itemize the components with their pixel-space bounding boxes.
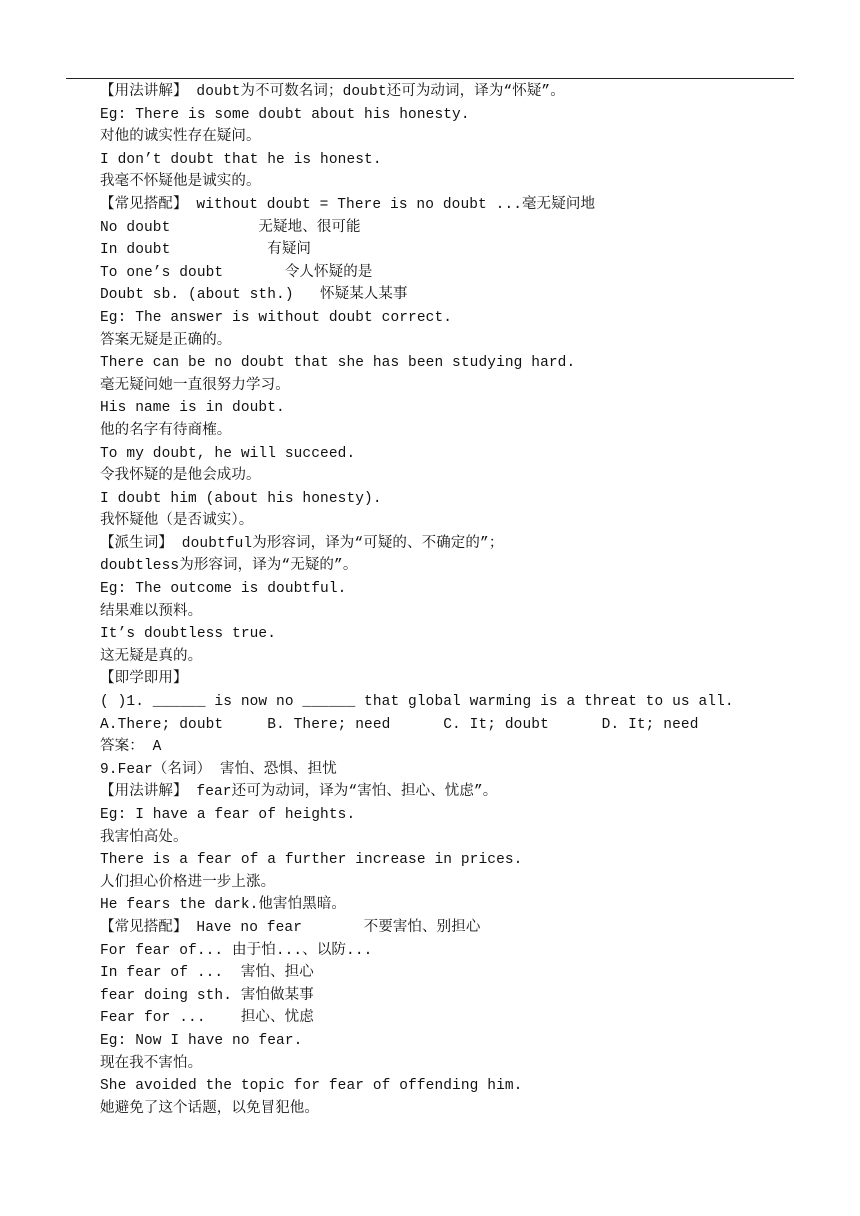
text-line: To my doubt, he will succeed. bbox=[100, 445, 356, 462]
text-line: 我怀疑他（是否诚实）。 bbox=[100, 513, 254, 530]
text-line: 对他的诚实性存在疑问。 bbox=[100, 129, 261, 146]
text-line: Fear for ... 担心、忧虑 bbox=[100, 1010, 314, 1027]
text-line: doubtless为形容词，译为“无疑的”。 bbox=[100, 558, 358, 575]
text-line: His name is in doubt. bbox=[100, 400, 285, 417]
text-line: Eg: The outcome is doubtful. bbox=[100, 581, 347, 598]
text-line: 她避免了这个话题，以免冒犯他。 bbox=[100, 1100, 319, 1117]
text-line: In doubt 有疑问 bbox=[100, 242, 312, 259]
text-line: 毫无疑问她一直很努力学习。 bbox=[100, 377, 290, 394]
text-line: For fear of... 由于怕...、以防... bbox=[100, 942, 373, 959]
text-line: It’s doubtless true. bbox=[100, 626, 277, 643]
text-line: 【派生词】 doubtful为形容词，译为“可疑的、不确定的”； bbox=[100, 535, 504, 552]
text-line: Eg: Now I have no fear. bbox=[100, 1032, 303, 1049]
text-line: 答案： A bbox=[100, 739, 162, 756]
text-line: 我害怕高处。 bbox=[100, 829, 188, 846]
text-line: To one’s doubt 令人怀疑的是 bbox=[100, 264, 373, 281]
header-rule bbox=[66, 78, 794, 79]
text-line: 9.Fear（名词） 害怕、恐惧、担忧 bbox=[100, 761, 337, 778]
text-line: 【常见搭配】 without doubt = There is no doubt ...毫无疑问地 bbox=[100, 196, 596, 213]
text-line: 【用法讲解】 doubt为不可数名词；doubt还可为动词，译为“怀疑”。 bbox=[100, 84, 565, 100]
text-line: Eg: There is some doubt about his honesty. bbox=[100, 106, 470, 123]
text-line: 【用法讲解】 fear还可为动词，译为“害怕、担心、忧虑”。 bbox=[100, 784, 498, 801]
text-line: fear doing sth. 害怕做某事 bbox=[100, 987, 314, 1004]
text-line: 人们担心价格进一步上涨。 bbox=[100, 874, 276, 891]
text-line: Doubt sb. (about sth.) 怀疑某人某事 bbox=[100, 287, 408, 304]
text-line: 令我怀疑的是他会成功。 bbox=[100, 468, 261, 485]
text-line: 他的名字有待商榷。 bbox=[100, 422, 232, 439]
document-body bbox=[100, 81, 800, 1120]
text-line: There can be no doubt that she has been studying hard. bbox=[100, 355, 576, 372]
text-line: 现在我不害怕。 bbox=[100, 1055, 203, 1072]
text-line: ( )1. ______ is now no ______ that global warming is a threat to us all. bbox=[100, 694, 734, 711]
text-line: Eg: I have a fear of heights. bbox=[100, 807, 356, 823]
text-line: 结果难以预料。 bbox=[100, 603, 203, 620]
text-line: He fears the dark.他害怕黑暗。 bbox=[100, 897, 347, 914]
text-line: In fear of ... 害怕、担心 bbox=[100, 965, 314, 982]
text-line: No doubt 无疑地、很可能 bbox=[100, 219, 361, 236]
text-line: I doubt him (about his honesty). bbox=[100, 490, 382, 507]
text-line: 【常见搭配】 Have no fear 不要害怕、别担心 bbox=[100, 919, 481, 936]
text-line: There is a fear of a further increase in prices. bbox=[100, 852, 523, 869]
text-line: Eg: The answer is without doubt correct. bbox=[100, 309, 453, 326]
text-line: I don’t doubt that he is honest. bbox=[100, 151, 382, 168]
text-line: A.There; doubt B. There; need C. It; doubt D. It; need bbox=[100, 716, 699, 733]
text-line: 我毫不怀疑他是诚实的。 bbox=[100, 174, 261, 191]
text-line: 答案无疑是正确的。 bbox=[100, 332, 232, 349]
text-line: She avoided the topic for fear of offending him. bbox=[100, 1078, 523, 1095]
text-line: 【即学即用】 bbox=[100, 671, 188, 688]
text-line: 这无疑是真的。 bbox=[100, 648, 203, 665]
